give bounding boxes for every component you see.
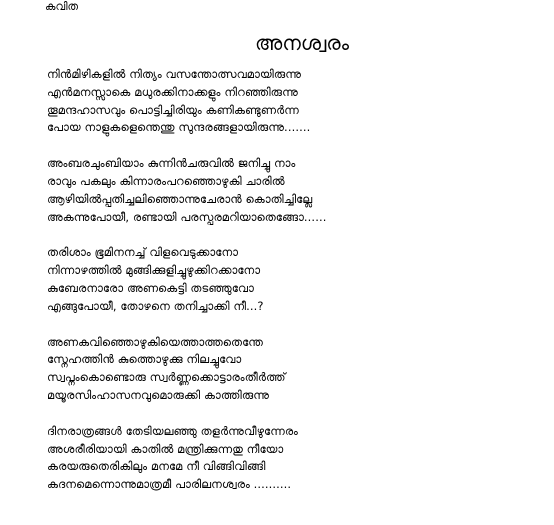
- poem-line: ദിനരാത്രങ്ങൾ തേടിയലഞ്ഞു തളർന്നുവീഴുന്നേരം: [47, 423, 298, 438]
- stanza-5: [47, 423, 547, 494]
- poem-line: എങ്ങുപോയീ, തോഴനെ തനിച്ചാക്കി നീ...?: [47, 298, 264, 313]
- category-label: കവിത: [45, 0, 79, 13]
- poem-line: തരിശാം ഭൂമിനനച്ച് വിളവെടുക്കാനോ: [47, 245, 239, 260]
- poem-line: നിൻമിഴികളിൽ നിത്യം വസന്തോത്സവമായിരുന്നു: [47, 67, 301, 81]
- stanza-1: [47, 66, 547, 137]
- poem-line: ആഴിയിൽപ്പതിച്ചലിഞ്ഞൊന്നുചേരാൻ കൊതിച്ചില്ലേ: [47, 191, 313, 206]
- poem-line: അംബരചുംബിയാം കുന്നിൻചരുവിൽ ജനിച്ചു നാം: [47, 156, 296, 171]
- poem-line: പോയ നാളുകളെന്തെന്തു സുന്ദരങ്ങളായിരുന്നു.......: [47, 120, 311, 135]
- stanza-2: [47, 155, 547, 226]
- poem-body: [47, 66, 547, 512]
- poem-line: എൻമനസ്സാകെ മധുരക്കിനാക്കളും നിറഞ്ഞിരുന്നു: [47, 84, 298, 99]
- stanza-4: [47, 334, 547, 405]
- poem-line: അശരീരിയായി കാതിൽ മന്ത്രിക്കുന്നതു നീയോ: [47, 441, 284, 456]
- poem-line: തൂമന്ദഹാസവും പൊട്ടിച്ചിരിയും കണികണ്ടുണർന്ന: [47, 102, 299, 117]
- poem-title: അനശ്വരം: [255, 31, 349, 55]
- poem-line: നിന്നാഴത്തിൽ മുങ്ങിക്കുളിച്ചുഴുക്കിറക്കാനോ: [47, 263, 261, 278]
- poem-line: കദനമെന്നൊന്നുമാത്രമീ പാരിലനശ്വരം ..........: [47, 477, 292, 492]
- poem-line: രാവും പകലും കിന്നാരംപറഞ്ഞൊഴുകി ചാരിൽ: [47, 173, 285, 188]
- stanza-3: [47, 244, 547, 315]
- poem-line: അകന്നുപോയീ, രണ്ടായി പരസ്പരമറിയാതെങ്ങോ......: [47, 209, 327, 224]
- poem-line: സ്വപ്നംകൊണ്ടൊരു സ്വർണ്ണക്കൊട്ടാരംതീർത്ത്: [47, 370, 286, 385]
- poem-line: മയൂരസിംഹാസനവുമൊരുക്കി കാത്തിരുന്നു: [47, 387, 270, 402]
- poem-line: കുബേരനാരോ അണകെട്ടി തടഞ്ഞുവോ: [47, 280, 254, 295]
- poem-line: കരയരുതെരികിലും മനമേ നീ വിങ്ങിവിങ്ങി: [47, 459, 266, 474]
- poem-line: സ്നേഹത്തിൻ കുത്തൊഴുക്കു നിലച്ചുവോ: [47, 352, 242, 367]
- poem-line: അണകവിഞ്ഞൊഴുകിയെത്താത്തതെന്തേ: [47, 334, 263, 349]
